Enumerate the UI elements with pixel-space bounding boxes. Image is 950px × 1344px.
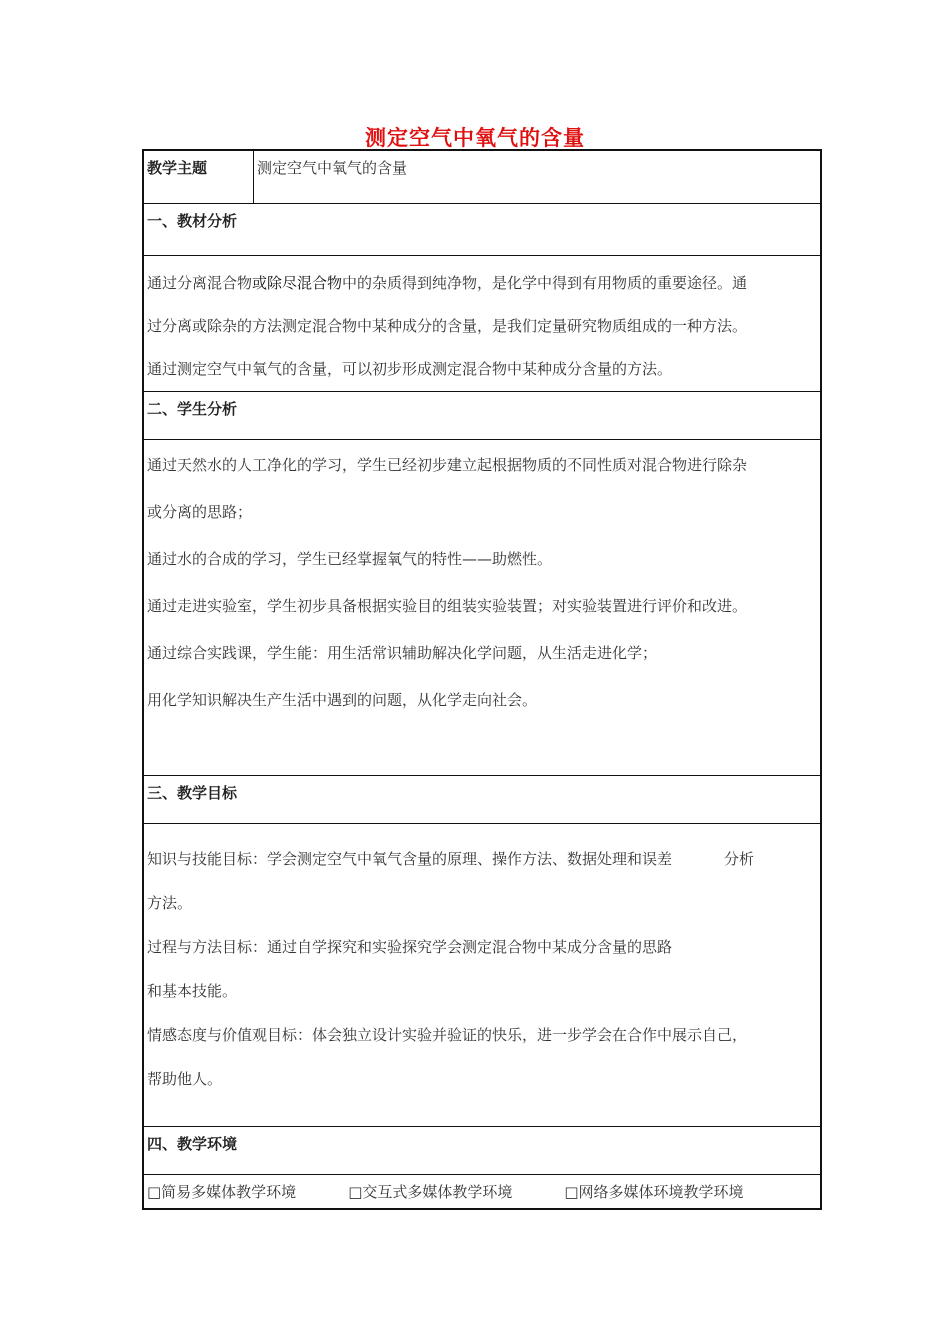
goals-line-4: 和基本技能。 (147, 982, 238, 1000)
students-line-6: 用化学知识解决生产生活中遇到的问题，从化学走向社会。 (147, 691, 538, 709)
topic-row (144, 151, 820, 203)
materials-line-3: 通过测定空气中氧气的含量，可以初步形成测定混合物中某种成分含量的方法。 (147, 360, 673, 378)
students-line-5: 通过综合实践课，学生能：用生活常识辅助解决化学问题，从生活走进化学； (147, 644, 658, 662)
materials-line-1 (147, 262, 817, 305)
students-heading-row (144, 391, 820, 439)
goals-body (144, 823, 820, 1126)
document-title: 测定空气中氧气的含量 (365, 126, 585, 150)
lesson-plan-table (142, 149, 822, 1210)
students-heading: 二、学生分析 (147, 400, 238, 418)
topic-value: 测定空气中氧气的含量 (257, 159, 408, 177)
goals-heading: 三、教学目标 (147, 784, 238, 802)
goals-line-2: 方法。 (147, 894, 193, 912)
goals-line-6: 帮助他人。 (147, 1070, 223, 1088)
goals-text-1a: 知识与技能目标：学会测定空气中氧气含量的原理、操作方法、数据处理和误差 (147, 850, 673, 868)
topic-label: 教学主题 (144, 151, 254, 203)
env-option-network[interactable]: □网络多媒体环境教学环境 (564, 1183, 744, 1201)
materials-line-2: 过分离或除杂的方法测定混合物中某种成分的含量，是我们定量研究物质组成的一种方法。 (147, 317, 748, 335)
students-line-2: 或分离的思路； (147, 503, 253, 521)
materials-text-1c: 中的杂质得到纯净物，是化学中得到有用物质的重要途径。通 (342, 274, 748, 292)
env-option-interactive[interactable]: □交互式多媒体教学环境 (348, 1183, 513, 1201)
environment-heading-row (144, 1126, 820, 1174)
materials-text-1a: 通过分离混合物 (147, 274, 253, 292)
materials-body (144, 255, 820, 391)
environment-heading: 四、教学环境 (147, 1135, 238, 1153)
students-line-3: 通过水的合成的学习，学生已经掌握氧气的特性——助燃性。 (147, 550, 553, 568)
goals-line-1 (147, 837, 817, 881)
goals-heading-row (144, 775, 820, 823)
env-option-simple[interactable]: □简易多媒体教学环境 (147, 1183, 297, 1201)
materials-heading: 一、教材分析 (147, 212, 238, 230)
goals-text-1b: 分析 (724, 850, 755, 868)
materials-text-1b: 或除尽混合物 (252, 274, 343, 292)
students-line-4: 通过走进实验室，学生初步具备根据实验目的组装实验装置；对实验装置进行评价和改进。 (147, 597, 748, 615)
students-line-1: 通过天然水的人工净化的学习，学生已经初步建立起根据物质的不同性质对混合物进行除杂 (147, 456, 748, 474)
goals-line-3: 过程与方法目标：通过自学探究和实验探究学会测定混合物中某成分含量的思路 (147, 938, 673, 956)
environment-options (144, 1174, 820, 1208)
students-body (144, 439, 820, 775)
goals-line-5: 情感态度与价值观目标：体会独立设计实验并验证的快乐，进一步学会在合作中展示自己， (147, 1026, 748, 1044)
materials-heading-row (144, 203, 820, 255)
